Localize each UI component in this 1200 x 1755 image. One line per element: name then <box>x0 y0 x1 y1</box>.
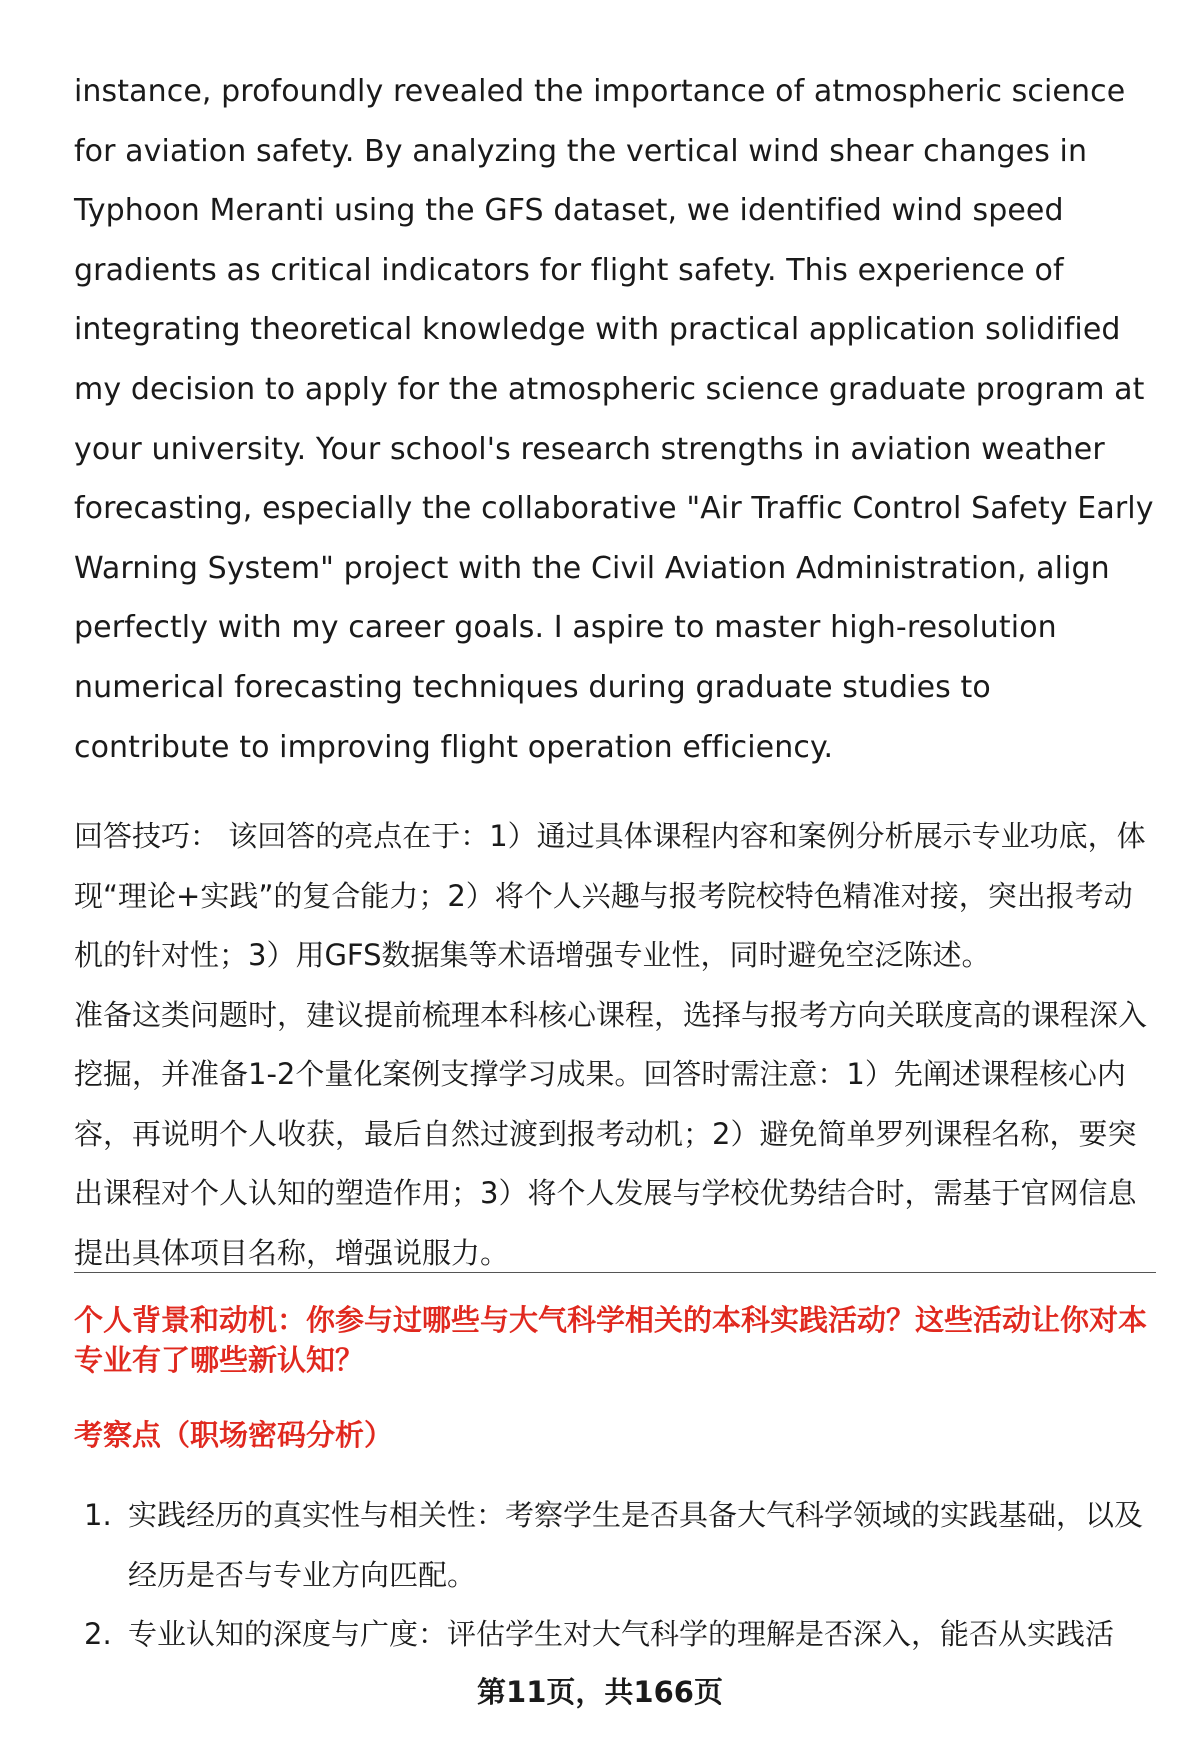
english-paragraph: instance, profoundly revealed the importance of atmospheric science for aviation safety. By analyzing the vertical wind shear changes in Typhoon Meranti using the GFS dataset, we identified wind speed gradients as critical indicators for flight safety. This experience of integrating theoretical knowledge with practical application solidified my decision to apply for the atmospheric science graduate program at your university. Your school's research strengths in aviation weather forecasting, especially the collaborative "Air Traffic Control Safety Early Warning System" project with the Civil Aviation Administration, align perfectly with my career goals. I aspire to master high-resolution numerical forecasting techniques during graduate studies to contribute to improving flight operation efficiency. <box>74 74 1154 765</box>
question-heading: 个人背景和动机：你参与过哪些与大气科学相关的本科实践活动？这些活动让你对本专业有了哪些新认知？ <box>74 1303 1148 1377</box>
tips-paragraph: 回答技巧： 该回答的亮点在于：1）通过具体课程内容和案例分析展示专业功底，体现“理论+实践”的复合能力；2）将个人兴趣与报考院校特色精准对接，突出报考动机的针对性；3）用GFS数据集等术语增强专业性，同时避免空泛陈述。 <box>74 819 1146 973</box>
criteria-list <box>74 1486 1156 1665</box>
list-item-number: 1. <box>84 1498 112 1532</box>
list-item-text: 实践经历的真实性与相关性：考察学生是否具备大气科学领域的实践基础，以及经历是否与专业方向匹配。 <box>128 1498 1144 1592</box>
prep-paragraph: 准备这类问题时，建议提前梳理本科核心课程，选择与报考方向关联度高的课程深入挖掘，并准备1-2个量化案例支撑学习成果。回答时需注意：1）先阐述课程核心内容，再说明个人收获，最后自然过渡到报考动机；2）避免简单罗列课程名称，要突出课程对个人认知的塑造作用；3）将个人发展与学校优势结合时，需基于官网信息提出具体项目名称，增强说服力。 <box>74 997 1148 1270</box>
list-item <box>74 1486 1156 1605</box>
section-divider <box>74 1272 1156 1273</box>
tips-block <box>74 807 1156 1283</box>
page-content <box>74 62 1156 1283</box>
list-item-text: 专业认知的深度与广度：评估学生对大气科学的理解是否深入，能否从实践活 <box>128 1617 1115 1651</box>
section-title: 考察点（职场密码分析） <box>74 1418 394 1452</box>
list-item <box>74 1605 1156 1665</box>
list-item-number: 2. <box>84 1617 112 1651</box>
page-number: 第11页，共166页 <box>477 1675 723 1709</box>
